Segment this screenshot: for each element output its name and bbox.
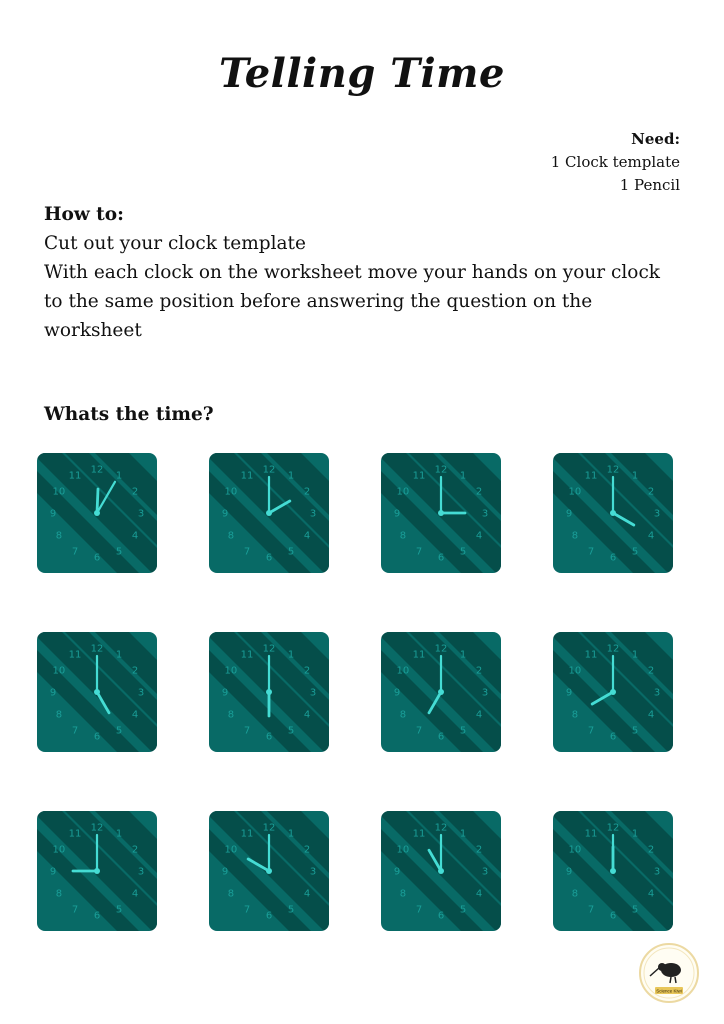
clock-number: 8 [571,530,579,542]
clock-number: 4 [303,709,311,721]
clock-number: 5 [287,725,295,737]
clock-pivot [610,868,616,874]
clock-number: 10 [568,844,582,856]
clock-number: 1 [287,828,295,840]
clock-number: 11 [412,470,426,482]
clock-number: 1 [631,470,639,482]
clock-number: 5 [631,546,639,558]
clock-pivot [610,510,616,516]
clock-number: 12 [606,464,620,476]
clock-number: 8 [399,709,407,721]
clock-number: 6 [265,910,273,922]
clock-number: 9 [565,687,573,699]
clock-number: 7 [415,904,423,916]
clock-number: 5 [115,725,123,737]
clock-number: 9 [393,866,401,878]
clock-number: 6 [265,552,273,564]
clock-number: 10 [52,844,66,856]
clock-number: 4 [303,888,311,900]
clock-number: 11 [240,649,254,661]
clock-number: 2 [303,665,311,677]
clock-face [209,453,329,573]
clock-number: 8 [227,530,235,542]
clock-number: 4 [475,530,483,542]
clock-number: 2 [647,665,655,677]
clock-face [553,811,673,931]
clock-number: 12 [262,822,276,834]
clock-number: 3 [309,508,317,520]
clock-number: 5 [115,904,123,916]
clock-face [381,453,501,573]
clock-number: 10 [396,486,410,498]
clock-number: 11 [68,649,82,661]
clock-number: 9 [221,866,229,878]
clock-number: 11 [584,470,598,482]
clock-number: 5 [459,546,467,558]
clock-number: 1 [631,828,639,840]
clock-number: 6 [93,910,101,922]
clock-pivot [94,510,100,516]
clock-number: 9 [221,508,229,520]
clock-number: 9 [393,687,401,699]
clock-number: 4 [647,888,655,900]
clock-number: 12 [262,464,276,476]
need-label: Need: [631,130,680,148]
clock-number: 2 [131,665,139,677]
clock-face [553,453,673,573]
clock-number: 6 [437,731,445,743]
clock-number: 2 [475,486,483,498]
clock-number: 12 [90,643,104,655]
clock-number: 7 [415,546,423,558]
clock-number: 4 [647,709,655,721]
clock-number: 10 [52,665,66,677]
clock-pivot [266,510,272,516]
clock-number: 4 [131,530,139,542]
page-title: Telling Time [219,50,505,97]
clock-number: 8 [399,888,407,900]
clock-number: 5 [287,904,295,916]
clock-number: 7 [243,546,251,558]
clock-number: 7 [243,725,251,737]
clock-pivot [94,689,100,695]
clock-number: 10 [224,665,238,677]
clock-number: 1 [459,649,467,661]
logo-caption: Science Kiwi [656,988,682,994]
clock-number: 8 [55,888,63,900]
clock-number: 8 [227,888,235,900]
clock-number: 10 [396,844,410,856]
clock-face [37,632,157,752]
clock-number: 8 [227,709,235,721]
question-heading: Whats the time? [44,404,214,425]
materials-needed [551,128,680,197]
clock-number: 7 [71,546,79,558]
clock-face [553,632,673,752]
clock-number: 1 [115,828,123,840]
clock-number: 4 [475,709,483,721]
clock-number: 8 [55,530,63,542]
clock-number: 12 [434,464,448,476]
clock-number: 2 [303,486,311,498]
clock-number: 3 [653,508,661,520]
clock-number: 11 [412,649,426,661]
clock-number: 11 [68,470,82,482]
clock-pivot [266,689,272,695]
clock-pivot [610,689,616,695]
hour-hand [97,489,98,513]
clock-number: 12 [90,464,104,476]
clock-number: 12 [606,643,620,655]
clock-number: 1 [287,649,295,661]
clock-number: 2 [303,844,311,856]
clock-number: 9 [565,508,573,520]
clock-number: 1 [459,470,467,482]
clock-number: 6 [437,910,445,922]
instructions [44,200,684,345]
clock-number: 12 [606,822,620,834]
clock-number: 5 [459,904,467,916]
clock-number: 11 [412,828,426,840]
instruction-line: With each clock on the worksheet move your hands on your clock to the same position before answering the question on the worksheet [44,262,661,341]
clock-number: 9 [49,508,57,520]
clock-number: 3 [481,866,489,878]
clock-pivot [94,868,100,874]
clock-face [37,453,157,573]
clock-number: 1 [631,649,639,661]
clock-number: 9 [49,687,57,699]
clock-number: 9 [565,866,573,878]
kiwi-bird-icon [638,942,700,1004]
clock-number: 2 [475,665,483,677]
clock-number: 12 [434,822,448,834]
clock-number: 10 [568,486,582,498]
instruction-line: Cut out your clock template [44,233,306,254]
clock-face [209,811,329,931]
clock-number: 11 [68,828,82,840]
clock-number: 3 [481,687,489,699]
clock-number: 9 [49,866,57,878]
clock-number: 7 [243,904,251,916]
clock-number: 11 [240,470,254,482]
clock-number: 3 [137,687,145,699]
clock-number: 3 [653,687,661,699]
clock-number: 1 [115,470,123,482]
clock-number: 10 [52,486,66,498]
need-item: 1 Pencil [619,176,680,194]
clock-number: 12 [434,643,448,655]
clock-pivot [438,689,444,695]
clock-face [381,632,501,752]
clock-pivot [438,510,444,516]
clock-number: 12 [262,643,276,655]
clock-number: 10 [396,665,410,677]
clock-number: 1 [459,828,467,840]
clock-number: 3 [137,508,145,520]
clock-number: 1 [287,470,295,482]
clock-number: 2 [475,844,483,856]
clock-number: 7 [71,904,79,916]
clock-number: 10 [568,665,582,677]
clock-number: 9 [393,508,401,520]
clock-number: 3 [653,866,661,878]
clock-number: 7 [415,725,423,737]
clock-number: 8 [571,888,579,900]
clock-number: 11 [240,828,254,840]
clock-number: 12 [90,822,104,834]
logo [638,942,700,1004]
clock-number: 1 [115,649,123,661]
need-item: 1 Clock template [550,153,680,171]
clock-number: 2 [131,486,139,498]
clock-number: 6 [265,731,273,743]
clock-number: 7 [587,904,595,916]
clock-number: 5 [631,725,639,737]
clock-number: 6 [437,552,445,564]
clock-number: 3 [137,866,145,878]
clock-number: 4 [131,888,139,900]
clock-face [381,811,501,931]
clock-number: 2 [647,486,655,498]
clock-number: 7 [71,725,79,737]
clock-number: 5 [631,904,639,916]
clock-number: 8 [399,530,407,542]
clock-number: 11 [584,828,598,840]
clock-number: 8 [55,709,63,721]
clock-number: 10 [224,844,238,856]
clock-number: 5 [287,546,295,558]
clock-number: 2 [647,844,655,856]
clock-number: 6 [93,731,101,743]
clock-number: 2 [131,844,139,856]
clock-number: 3 [481,508,489,520]
clock-number: 6 [609,731,617,743]
clock-number: 5 [115,546,123,558]
clock-number: 3 [309,866,317,878]
clock-number: 4 [303,530,311,542]
clock-number: 4 [131,709,139,721]
clock-number: 10 [224,486,238,498]
clock-number: 8 [571,709,579,721]
clock-face [37,811,157,931]
clock-pivot [438,868,444,874]
clock-number: 11 [584,649,598,661]
clock-number: 6 [93,552,101,564]
clock-number: 7 [587,546,595,558]
clock-number: 4 [647,530,655,542]
clock-number: 6 [609,552,617,564]
clock-pivot [266,868,272,874]
clock-number: 6 [609,910,617,922]
clock-face [209,632,329,752]
clock-number: 5 [459,725,467,737]
clock-number: 3 [309,687,317,699]
clock-number: 9 [221,687,229,699]
clock-number: 7 [587,725,595,737]
clock-number: 4 [475,888,483,900]
instructions-title: How to: [44,204,124,225]
